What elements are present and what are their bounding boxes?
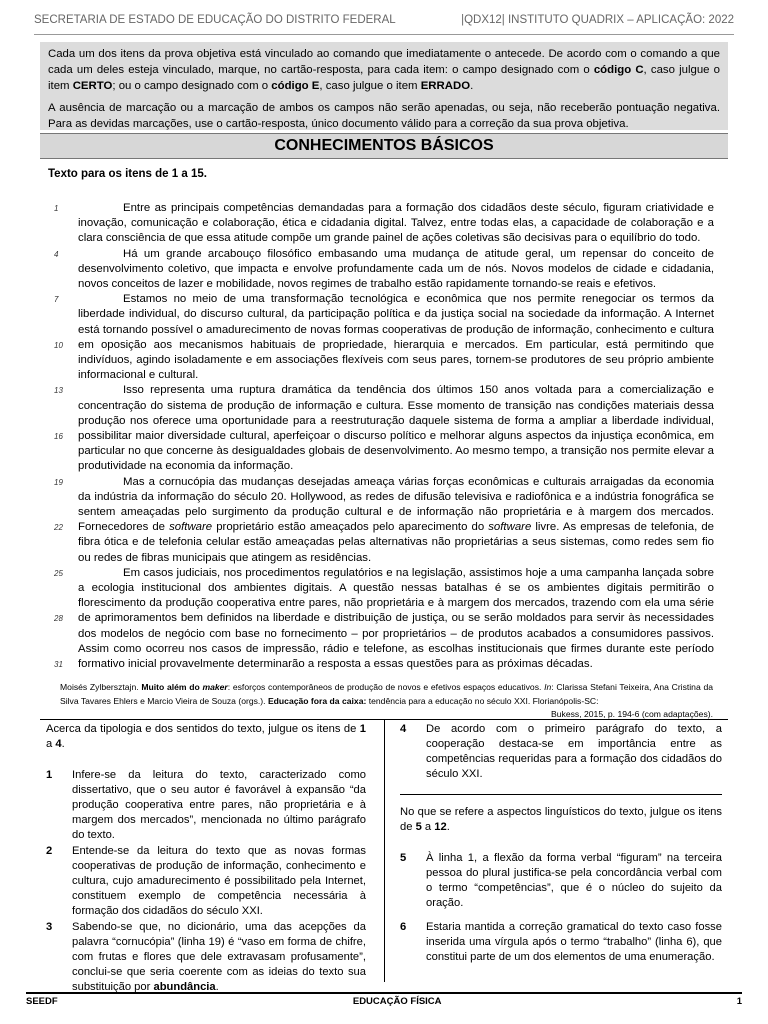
passage-paragraph-1: Entre as principais competências demandadas para a formação dos cidadãos deste século, figuram criatividade e inovação, comunicação e colaboração, ética e cidadania digital. Talvez, entre todas elas, a capacidade de colaboração e a clara consciência de que essa atitude compõe um grande painel de ações coletivas são decisivas para o equilíbrio do todo. [78, 202, 714, 245]
footer-center: EDUCAÇÃO FÍSICA [352, 996, 442, 1007]
line-number: 7 [54, 295, 59, 305]
questions-left-column [46, 722, 366, 995]
line-number: 10 [54, 340, 63, 350]
question-number: 2 [46, 845, 53, 857]
item-separator [400, 794, 722, 795]
line-number: 4 [54, 249, 59, 259]
citation-line-2: Bukess, 2015, p. 194-6 (com adaptações). [551, 709, 713, 719]
question-number: 3 [46, 921, 53, 933]
instructions-paragraph-1: Cada um dos itens da prova objetiva está vinculado ao comando que imediatamente o antecede. De acordo com o comando a que cada um deles esteja vinculado, marque, no cartão-resposta, para cada item: o campo designado com o código C, caso julgue o item CERTO; ou o campo designado com o código E, caso julgue o item ERRADO. [48, 48, 720, 92]
question-item-3 [46, 920, 366, 995]
question-text: À linha 1, a flexão da forma verbal “figuram” na terceira pessoa do plural justifica-se pela concordância verbal com o termo “competências”, que é o núcleo do sujeito da oração. [426, 852, 722, 909]
question-text: Infere-se da leitura do texto, caracterizado como dissertativo, que o seu autor é favorável à expansão “da produção cooperativa entre pares, não proprietária e à margem dos mercados”, mencionada no último parágrafo do texto. [72, 769, 366, 841]
questions-right-column [400, 722, 722, 965]
column-divider [384, 719, 385, 982]
question-item-1 [46, 768, 366, 843]
question-number: 1 [46, 769, 53, 781]
passage-paragraph-5: Mas a cornucópia das mudanças desejadas ameaça várias forças econômicas e culturais arraigadas da economia da indústria da informação do século 20. Hollywood, as redes de difusão televisiva e radiofônica e a indústria fonográfica se sentem ameaçadas pelo surgimento da produção cultural e de informação não proprietária e à margem dos mercados. Fornecedores de software proprietário estão ameaçados pelo aparecimento do software livre. As empresas de telefonia, de fibra ótica e de telefonia celular estão ameaçadas pelas alternativas não proprietárias a seus sistemas, como redes sem fio ou redes de fibras municipais que atingem as residências. [78, 475, 714, 564]
question-item-6 [400, 920, 722, 965]
line-number: 16 [54, 432, 63, 441]
question-item-2 [46, 844, 366, 919]
line-number: 19 [54, 477, 63, 487]
header-right: |QDX12| INSTITUTO QUADRIX – APLICAÇÃO: 2022 [461, 14, 734, 26]
passage-paragraph-4: Isso representa uma ruptura dramática da tendência dos últimos 150 anos voltada para a comercialização e concentração do sistema de produção de informação e cultura. Esse momento de transição nas condições materiais dessa produção nos oferece uma oportunidade para a reestruturação daquele sistema de forma a ampliar a liberdade individual, possibilitar maior diversidade cultural, aperfeiçoar o discurso político e melhorar alguns aspectos da injustiça econômica, em particular no que concerne às desigualdades globais de desenvolvimento. Ao mesmo tempo, a transição nos permite elevar a produtividade na economia da informação. [78, 384, 714, 473]
passage-paragraph-6: Em casos judiciais, nos procedimentos regulatórios e na legislação, assistimos hoje a uma campanha lançada sobre a ecologia institucional dos ambientes digitais. A questão nessas batalhas é se os ambientes digitais permitirão o florescimento da produção cooperativa entre pares, não proprietária e à margem dos mercados, trazendo com ela uma série de aprimoramentos bem definidos na liberdade e distribuição de justiça, ou se serão moldados para servir às necessidades dos modelos de negócio com base no fornecimento – por proprietários – de produtos acabados a consumidores passivos. Assim como ocorreu nos casos de impressão, rádio e telefone, as escolhas institucionais que firmes durante este período formativo inicial provavelmente determinarão a resposta a essas questões para as próximas décadas. [78, 566, 714, 671]
question-item-5 [400, 851, 722, 911]
line-number: 25 [54, 568, 63, 578]
left-column-intro: Acerca da tipologia e dos sentidos do texto, julgue os itens de 1 a 4. [46, 723, 366, 750]
page-number: 1 [736, 996, 742, 1007]
line-number: 1 [54, 204, 59, 213]
question-number: 6 [400, 921, 407, 933]
passage-paragraph-2: Há um grande arcabouço filosófico embasando uma mudança de atitude geral, um repensar do conceito de desenvolvimento coletivo, que impacta e envolve profundamente cada um de nós. Novos modelos de cidade e cidadania, novos conceitos de lazer e mobilidade, novos regimes de trabalho estão rapidamente tornando-se reais e efetivos. [78, 247, 714, 291]
question-number: 5 [400, 852, 407, 864]
question-text: De acordo com o primeiro parágrafo do texto, a cooperação destaca-se em importância entre as competências requeridas para a formação dos cidadãos do século XXI. [426, 723, 722, 780]
line-number: 22 [54, 523, 63, 533]
instructions-box [40, 42, 728, 130]
citation-line-1: Moisés Zylbersztajn. Muito além do maker: esforços contemporâneos de produção de novos e efetivos espaços educativos. In: Clarissa Stefani Teixeira, Ana Cristina da Silva Tavares Ehlers e Marcio Vieira de Souza (orgs.). Educação fora da caixa: tendência para a educação no século XXI. Florianópolis-SC: [60, 682, 714, 706]
question-text: Entende-se da leitura do texto que as novas formas cooperativas de produção de informação, conhecimento e cultura, cujo amadurecimento é possibilitado pela Internet, constituem exemplo de competência necessária à formação dos cidadãos do século XXI. [72, 845, 366, 917]
instructions-paragraph-2: A ausência de marcação ou a marcação de ambos os campos não serão apenadas, ou seja, não receberão pontuação negativa. Para as devidas marcações, use o cartão-resposta, único documento válido para a correção da sua prova objetiva. [48, 102, 720, 130]
text-label: Texto para os itens de 1 a 15. [48, 168, 207, 180]
line-number: 13 [54, 386, 63, 396]
header-left: SECRETARIA DE ESTADO DE EDUCAÇÃO DO DISTRITO FEDERAL [34, 14, 396, 26]
line-number: 28 [54, 614, 63, 624]
footer-left: SEEDF [26, 996, 58, 1007]
source-citation [60, 681, 713, 722]
reading-passage [78, 201, 714, 672]
question-number: 4 [400, 723, 407, 735]
section-title: CONHECIMENTOS BÁSICOS [40, 133, 728, 159]
question-item-4 [400, 722, 722, 782]
question-text: Estaria mantida a correção gramatical do texto caso fosse inserida uma vírgula após o termo “trabalho” (linha 6), que constitui parte de um dos elementos de uma enumeração. [426, 921, 722, 963]
page-footer [26, 992, 742, 1007]
question-text: Sabendo-se que, no dicionário, uma das acepções da palavra “cornucópia” (linha 19) é “vaso em forma de chifre, com frutas e flores que dele extravasam profusamente”, conclui-se que seria coerente com as ideias do texto sua substituição por abundância. [72, 921, 366, 993]
right-column-intro: No que se refere a aspectos linguísticos do texto, julgue os itens de 5 a 12. [400, 806, 722, 833]
passage-paragraph-3: Estamos no meio de uma transformação tecnológica e econômica que nos permite renegociar os termos da liberdade individual, do discurso cultural, da participação política e da justiça social na sociedade da informação. A Internet está tornando possível o amadurecimento de novas formas cooperativas de produção de informação, conhecimento e cultura em oposição aos mecanismos habituais de propriedade, hierarquia e mercados. Em particular, está permitindo que indivíduos, agindo isoladamente e em associações flexíveis com seus pares, tornem-se produtores de seu próprio ambiente informacional e cultural. [78, 293, 714, 382]
line-number: 31 [54, 660, 63, 669]
page-header [34, 14, 734, 35]
